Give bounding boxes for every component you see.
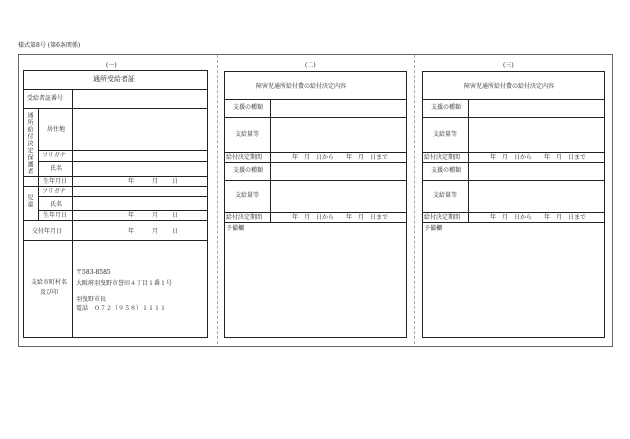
- child-name-label: 氏名: [50, 201, 63, 208]
- guardian-name-label: 氏名: [50, 165, 63, 172]
- fold-line-2: [414, 55, 415, 344]
- period-label-3b: 給付決定期間: [424, 214, 461, 221]
- issuer-postal: 〒583-8585: [76, 269, 111, 276]
- period-to-3a: 年 月 日まで: [544, 154, 587, 161]
- child-birth-month: 月: [152, 212, 159, 219]
- issue-month: 月: [152, 228, 159, 235]
- amount-label-2a: 支給量等: [235, 131, 260, 138]
- period-label-3a: 給付決定期間: [424, 154, 461, 161]
- issuer-address: 大阪府羽曳野市誉田４丁目１番１号: [76, 280, 173, 287]
- period-label-2b: 給付決定期間: [226, 214, 263, 221]
- child-birth-year: 年: [128, 212, 135, 219]
- form-number: 様式第8号 (第6条関係): [18, 42, 81, 49]
- child-birth-day: 日: [172, 212, 179, 219]
- child-group-label: 児童: [26, 194, 33, 208]
- guardian-furigana-label: フリガナ: [42, 152, 66, 159]
- period-from-3a: 年 月 日から: [490, 154, 533, 161]
- decision-panel-2: [224, 71, 407, 338]
- service-type-label-2a: 支援の種類: [233, 104, 264, 111]
- fold-line-1: [217, 55, 218, 344]
- certificate-title: 通所受給者証: [93, 75, 135, 83]
- issuer-phone: 電話 ０７２（９５８）１１１１: [76, 305, 167, 312]
- child-furigana-label: フリガナ: [42, 188, 66, 195]
- service-type-label-2b: 支援の種類: [233, 167, 264, 174]
- notes-label-3: 予備欄: [424, 225, 443, 232]
- period-label-2a: 給付決定期間: [226, 154, 263, 161]
- section-three-label: (三): [503, 62, 514, 69]
- period-to-2a: 年 月 日まで: [346, 154, 389, 161]
- amount-label-3a: 支給量等: [433, 131, 458, 138]
- decision-panel-3: [422, 71, 605, 338]
- issuer-label: 支給市町村名及び印: [30, 279, 67, 296]
- period-from-2a: 年 月 日から: [292, 154, 335, 161]
- section-two-label: (二): [305, 62, 316, 69]
- issue-year: 年: [128, 228, 135, 235]
- decision-title-3: 障害児通所給付費の給付決定内容: [464, 83, 555, 90]
- service-type-label-3a: 支援の種類: [431, 104, 462, 111]
- issue-day: 日: [172, 228, 179, 235]
- guardian-birth-month: 月: [152, 178, 159, 185]
- section-one-label: (一): [106, 62, 117, 69]
- recipient-number-label: 受給者証番号: [27, 95, 64, 102]
- service-type-label-3b: 支援の種類: [431, 167, 462, 174]
- decision-title-2: 障害児通所給付費の給付決定内容: [256, 83, 347, 90]
- guardian-birth-day: 日: [172, 178, 179, 185]
- guardian-group-label: 通所給付決定保護者: [26, 112, 33, 175]
- notes-label-2: 予備欄: [226, 225, 245, 232]
- period-to-3b: 年 月 日まで: [544, 214, 587, 221]
- guardian-birth-year: 年: [128, 178, 135, 185]
- issue-date-label: 交付年月日: [32, 228, 63, 235]
- guardian-birthdate-label: 生年月日: [43, 178, 68, 185]
- period-to-2b: 年 月 日まで: [346, 214, 389, 221]
- period-from-2b: 年 月 日から: [292, 214, 335, 221]
- issuer-mayor: 羽曳野市長: [76, 296, 107, 303]
- address-label: 居住地: [47, 126, 66, 133]
- amount-label-3b: 支給量等: [433, 192, 458, 199]
- period-from-3b: 年 月 日から: [490, 214, 533, 221]
- amount-label-2b: 支給量等: [235, 192, 260, 199]
- child-birthdate-label: 生年月日: [43, 212, 68, 219]
